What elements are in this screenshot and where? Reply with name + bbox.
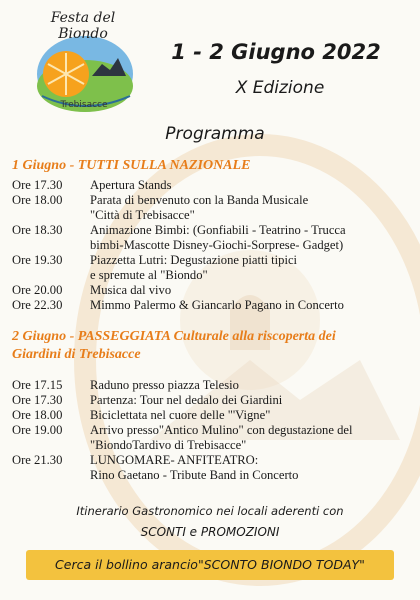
row-time: Ore 19.00: [12, 423, 63, 437]
row-time: Ore 18.00: [12, 408, 63, 422]
row-time: Ore 18.00: [12, 193, 63, 207]
row-text: e spremute al "Biondo": [90, 268, 208, 282]
schedule-row: [12, 283, 412, 298]
row-text: Apertura Stands: [90, 178, 172, 192]
schedule-row: [12, 253, 412, 268]
schedule-row: [12, 468, 412, 483]
itinerary-note: Itinerario Gastronomico nei locali aderenti con: [76, 504, 344, 518]
logo-subtitle: Trebisacce: [60, 100, 108, 110]
row-time: Ore 18.30: [12, 223, 63, 237]
row-time: Ore 17.30: [12, 393, 63, 407]
row-time: Ore 17.30: [12, 178, 63, 192]
row-text: bimbi-Mascotte Disney-Giochi-Sorprese- Gadget): [90, 238, 344, 252]
schedule-row: [12, 408, 412, 423]
schedule-row: [12, 178, 412, 193]
schedule-row: [12, 223, 412, 238]
row-text: Musica dal vivo: [90, 283, 172, 297]
row-time: Ore 19.30: [12, 253, 63, 267]
day2-title-line1: 2 Giugno - PASSEGGIATA Culturale alla riscoperta dei: [12, 329, 336, 344]
row-text: Partenza: Tour nel dedalo dei Giardini: [90, 393, 283, 407]
row-text: Piazzetta Lutri: Degustazione piatti tipici: [90, 253, 298, 267]
row-text: "BiondoTardivo di Trebisacce": [90, 438, 247, 452]
promo-banner: [26, 550, 394, 580]
schedule-row: [12, 393, 412, 408]
day2-title-line2: Giardini di Trebisacce: [12, 347, 141, 362]
row-text: Arrivo presso"Antico Mulino" con degustazione del: [90, 423, 353, 437]
schedule-row: [12, 268, 412, 283]
row-time: Ore 20.00: [12, 283, 63, 297]
schedule-row: [12, 238, 412, 253]
promo-banner-text: Cerca il bollino arancio"SCONTO BIONDO TODAY": [55, 557, 365, 572]
schedule-row: [12, 378, 412, 393]
schedule-row: [12, 423, 412, 438]
row-text: Mimmo Palermo & Giancarlo Pagano in Concerto: [90, 298, 344, 312]
row-text: Raduno presso piazza Telesio: [90, 378, 239, 392]
event-date: 1 - 2 Giugno 2022: [171, 40, 381, 64]
row-time: Ore 17.15: [12, 378, 63, 392]
edition-label: X Edizione: [235, 78, 325, 98]
discounts-note: SCONTI e PROMOZIONI: [140, 525, 280, 539]
row-time: Ore 22.30: [12, 298, 63, 312]
schedule-row: [12, 208, 412, 223]
schedule-row: [12, 438, 412, 453]
logo-title: Festa del Biondo: [50, 10, 116, 42]
schedule-row: [12, 298, 412, 313]
schedule-row: [12, 453, 412, 468]
row-time: Ore 21.30: [12, 453, 63, 467]
schedule-row: [12, 193, 412, 208]
row-text: Biciclettata nel cuore delle "'Vigne": [90, 408, 271, 422]
program-heading: Programma: [165, 124, 265, 144]
row-text: LUNGOMARE- ANFITEATRO:: [90, 453, 259, 467]
row-text: Animazione Bimbi: (Gonfiabili - Teatrino - Trucca: [90, 223, 346, 237]
day1-title: 1 Giugno - TUTTI SULLA NAZIONALE: [12, 158, 251, 173]
row-text: "Città di Trebisacce": [90, 208, 195, 222]
row-text: Rino Gaetano - Tribute Band in Concerto: [90, 468, 299, 482]
row-text: Parata di benvenuto con la Banda Musicale: [90, 193, 309, 207]
